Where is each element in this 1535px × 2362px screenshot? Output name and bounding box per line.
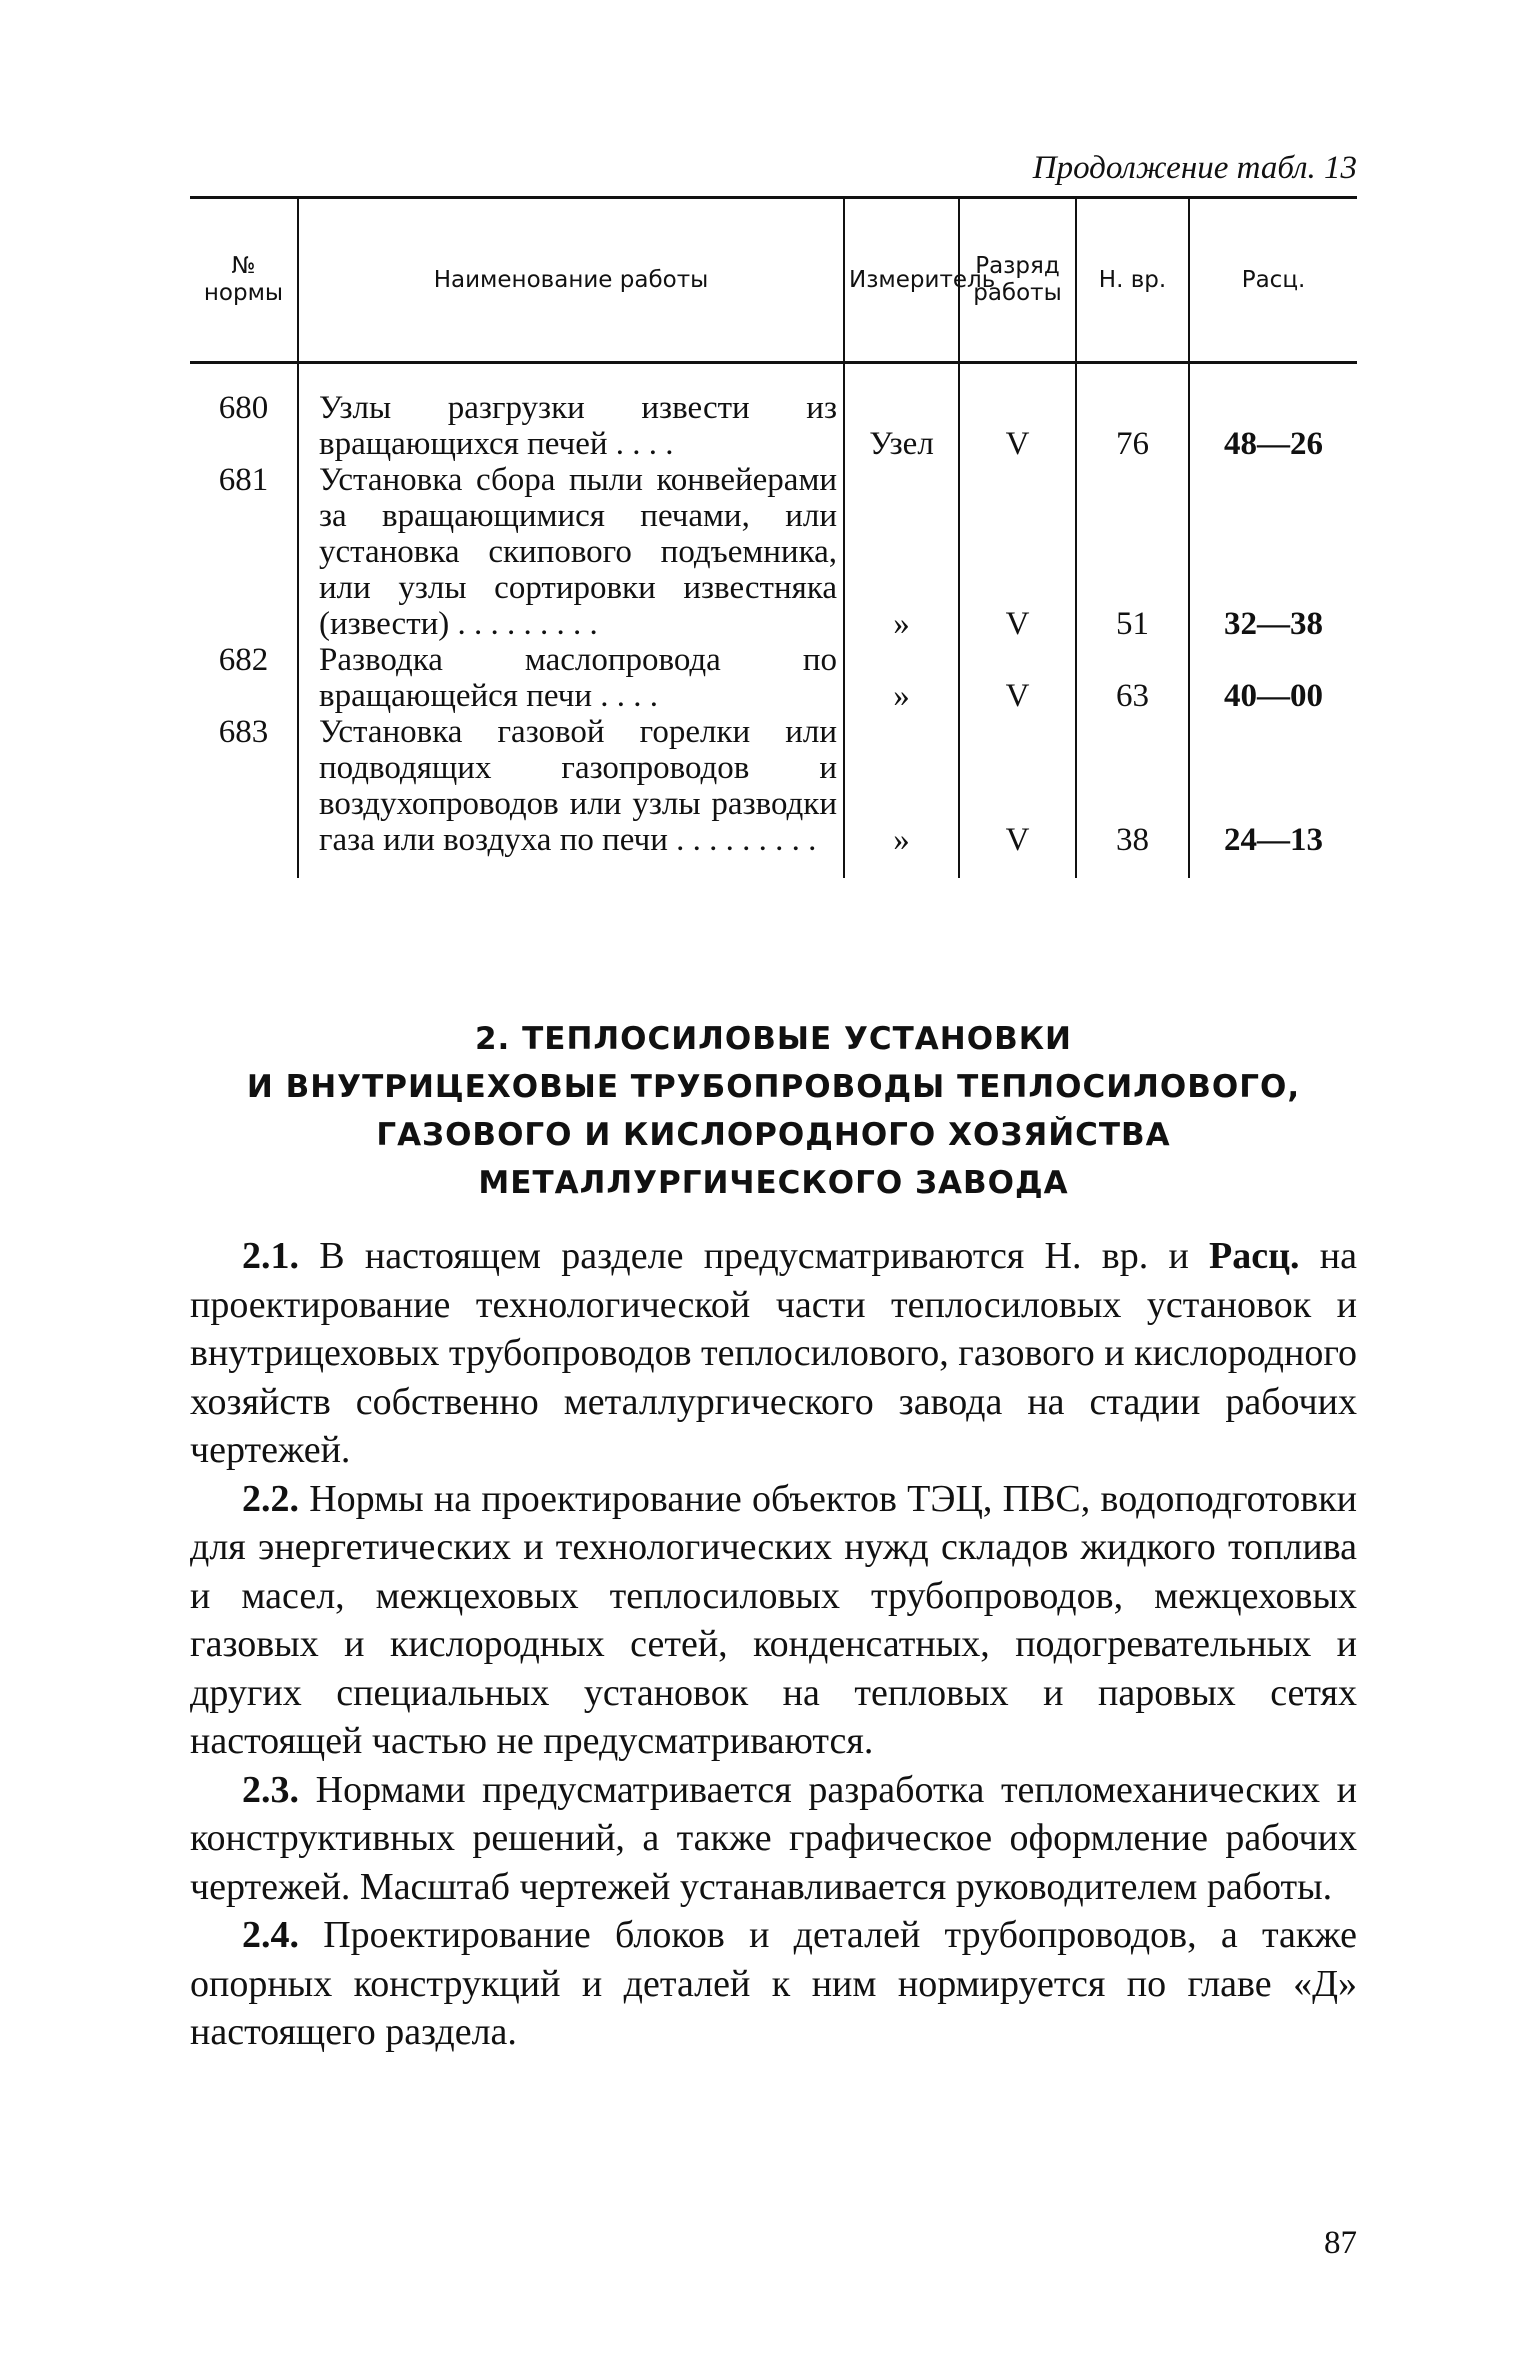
cell-grade: V <box>959 363 1076 463</box>
cell-grade: V <box>959 462 1076 642</box>
cell-rate: 40—00 <box>1189 642 1357 714</box>
cell-norm-number: 680 <box>218 390 269 426</box>
cell-norm-number: 682 <box>218 642 269 678</box>
paragraph-number: 2.3. <box>242 1768 299 1811</box>
cell-unit: Узел <box>844 363 959 463</box>
section-heading-line: МЕТАЛЛУРГИЧЕСКОГО ЗАВОДА <box>478 1165 1069 1201</box>
cell-grade: V <box>959 642 1076 714</box>
cell-hours: 63 <box>1076 642 1189 714</box>
section-heading-line: 2. ТЕПЛОСИЛОВЫЕ УСТАНОВКИ <box>474 1021 1073 1057</box>
paragraph-number: 2.4. <box>242 1914 299 1956</box>
norms-table <box>190 196 1357 878</box>
cell-rate: 32—38 <box>1189 462 1357 642</box>
cell-rate: 24—13 <box>1189 714 1357 878</box>
table-row <box>190 462 1357 642</box>
paragraph-text: Нормами предусматривается разработка тепломеханических и конструктивных решений, а также графическое оформление рабочих чертежей. Масштаб чертежей устанавливается руководителем работы. <box>190 1768 1357 1908</box>
cell-hours: 38 <box>1076 714 1189 878</box>
cell-hours: 76 <box>1076 363 1189 463</box>
paragraph-text: Нормы на проектирование объектов ТЭЦ, ПВС, водоподготовки для энергетических и технологических нужд складов жидкого топлива и масел, межцеховых теплосиловых трубопроводов, межцеховых газовых и кислородных сетей, конденсатных, подогревательных и других специальных установок на тепловых и паровых сетях настоящей частью не предусматриваются. <box>190 1477 1357 1762</box>
cell-grade: V <box>959 714 1076 878</box>
table-header-row <box>190 198 1357 363</box>
cell-unit: » <box>844 714 959 878</box>
cell-norm-number: 683 <box>218 714 269 750</box>
header-unit: Измеритель <box>844 198 959 363</box>
header-norm-number: № нормы <box>203 253 284 306</box>
paragraph-text: Проектирование блоков и деталей трубопроводов, а также опорных конструкций и деталей к ним нормируется по главе «Д» настоящего раздела. <box>190 1914 1357 2053</box>
cell-unit: » <box>844 462 959 642</box>
cell-work-name: Установка сбора пыли конвейерами за вращающимися печами, или установка скипового подъемника, или узлы сортировки известняка (извести) . . . . . . . . . <box>298 462 844 642</box>
header-grade: Разряд работы <box>959 198 1076 363</box>
paragraph-text: В настоящем разделе предусматриваются Н. вр. и <box>299 1235 1210 1277</box>
cell-norm-number: 681 <box>218 462 269 498</box>
section-heading <box>190 1015 1357 1207</box>
section-body <box>190 1232 1357 2057</box>
cell-work-name: Установка газовой горелки или подводящих газопроводов и воздухопроводов или узлы разводки газа или воздуха по печи . . . . . . . . . <box>298 714 844 878</box>
table-row <box>190 363 1357 463</box>
section-heading-line: И ВНУТРИЦЕХОВЫЕ ТРУБОПРОВОДЫ ТЕПЛОСИЛОВОГО, <box>246 1069 1301 1105</box>
cell-work-name: Узлы разгрузки извести из вращающихся печей . . . . <box>298 363 844 463</box>
paragraph-text: на проектирование технологической части теплосиловых установок и внутрицеховых трубопроводов теплосилового, газового и кислородного хозяйств собственно металлургического завода на стадии рабочих чертежей. <box>190 1235 1357 1471</box>
header-work-name: Наименование работы <box>298 198 844 363</box>
table-row <box>190 642 1357 714</box>
section-heading-line: ГАЗОВОГО И КИСЛОРОДНОГО ХОЗЯЙСТВА <box>376 1117 1171 1153</box>
table-row <box>190 714 1357 878</box>
cell-hours: 51 <box>1076 462 1189 642</box>
paragraph-2-4 <box>190 1911 1357 2057</box>
page-number: 87 <box>1324 2225 1357 2261</box>
cell-work-name: Разводка маслопровода по вращающейся печи . . . . <box>298 642 844 714</box>
paragraph-2-2 <box>190 1475 1357 1766</box>
header-hours: Н. вр. <box>1076 198 1189 363</box>
cell-rate: 48—26 <box>1189 363 1357 463</box>
table-caption: Продолжение табл. 13 <box>1032 150 1357 186</box>
header-rate: Расц. <box>1189 198 1357 363</box>
paragraph-text-bold: Расц. <box>1209 1235 1300 1277</box>
paragraph-number: 2.1. <box>242 1235 299 1277</box>
paragraph-2-1 <box>190 1232 1357 1475</box>
paragraph-2-3 <box>190 1766 1357 1912</box>
paragraph-number: 2.2. <box>242 1477 299 1520</box>
cell-unit: » <box>844 642 959 714</box>
